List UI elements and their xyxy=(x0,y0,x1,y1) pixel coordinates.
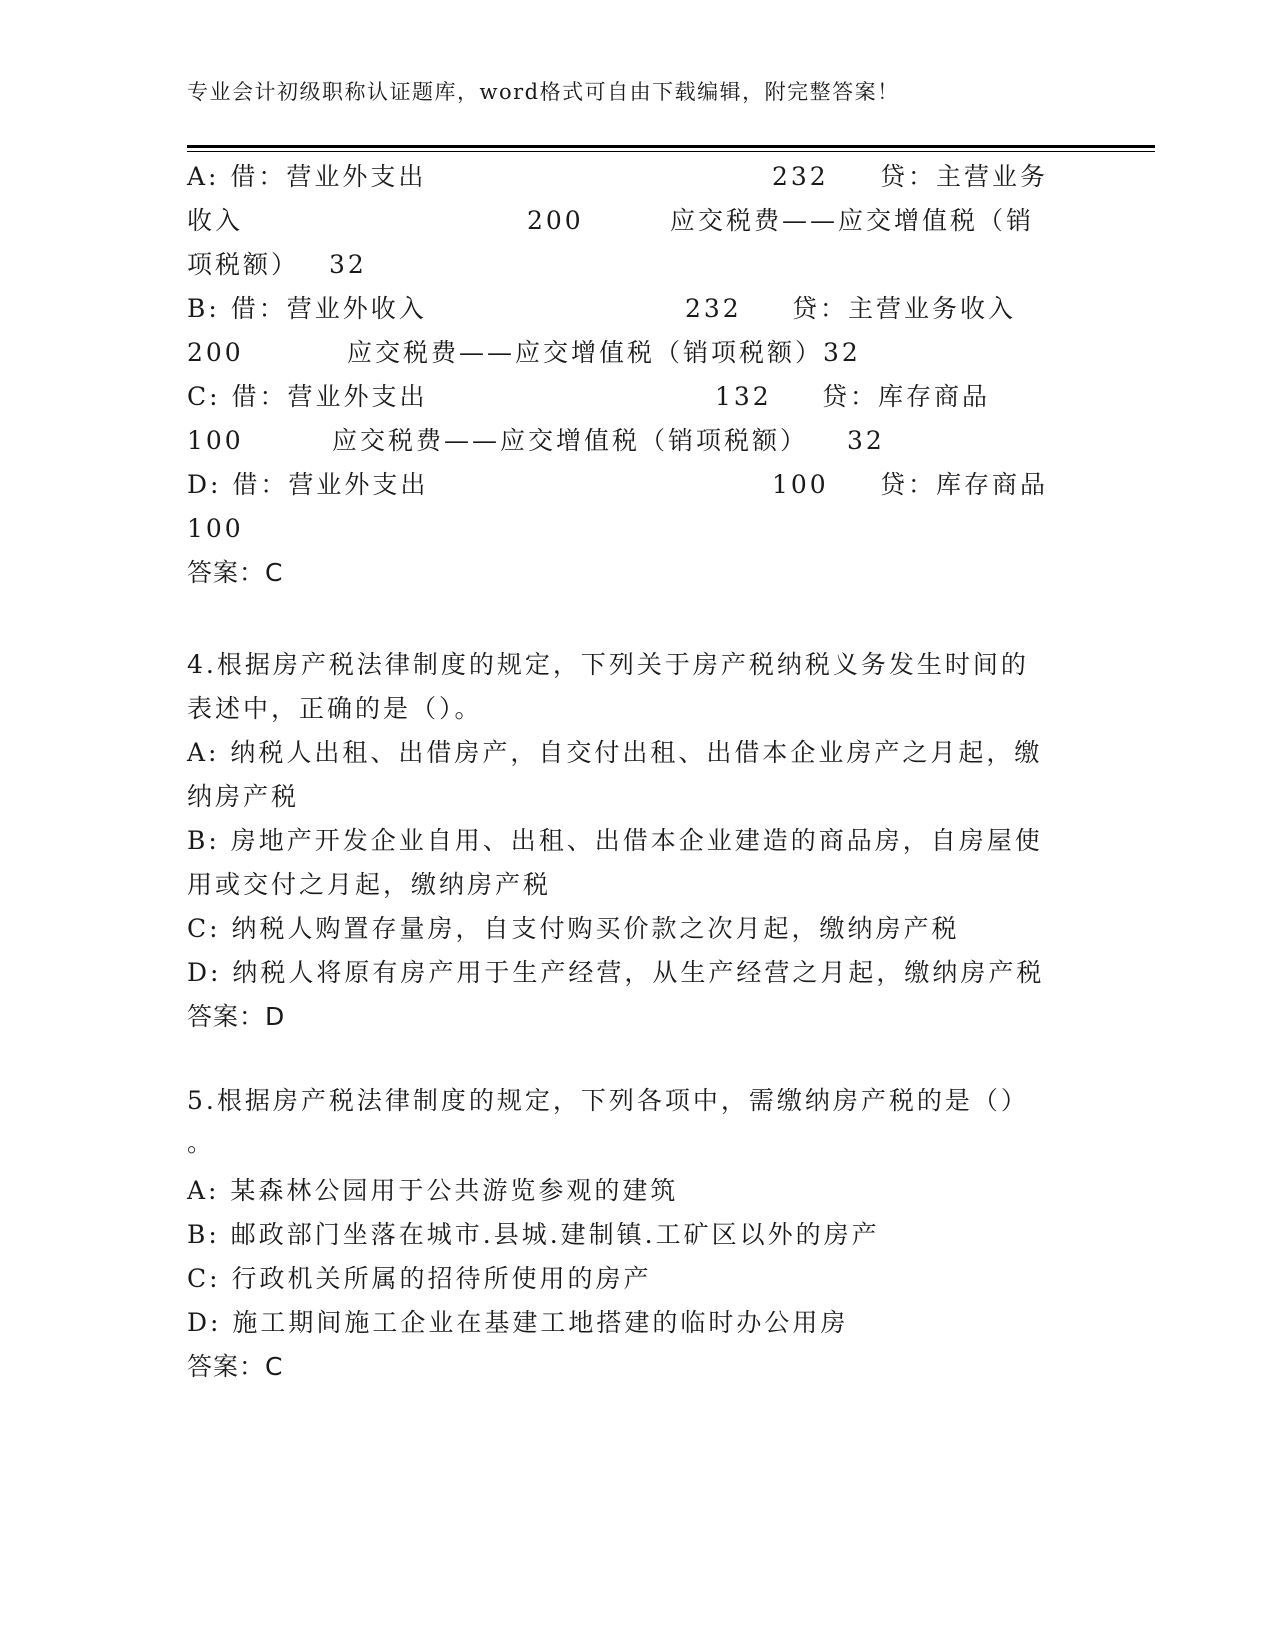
q3-c-line2-tax: 应交税费——应交增值税（销项税额） xyxy=(332,426,809,455)
q3-a-amount: 232 xyxy=(772,162,829,191)
q4-answer: 答案：D xyxy=(187,1002,286,1031)
header-rule-thick xyxy=(187,145,1155,148)
q3-b-amount: 232 xyxy=(685,294,742,323)
q3-d-amount: 100 xyxy=(772,470,829,499)
q5-option-b: B: 邮政部门坐落在城市.县城.建制镇.工矿区以外的房产 xyxy=(187,1220,880,1249)
q4-option-a-line2: 纳房产税 xyxy=(187,782,300,811)
q3-c-amount: 132 xyxy=(715,382,772,411)
q3-b-line2-amount: 200 xyxy=(187,338,244,367)
q4-stem-line2: 表述中，正确的是（）。 xyxy=(187,694,483,723)
q3-a-line3-text: 项税额） xyxy=(187,250,300,279)
q3-b-label: B: 借：营业外收入 xyxy=(187,294,427,323)
q3-answer: 答案：C xyxy=(187,558,284,587)
q4-stem-line1: 4.根据房产税法律制度的规定，下列关于房产税纳税义务发生时间的 xyxy=(187,650,1029,679)
q3-d-credit: 贷：库存商品 xyxy=(880,470,1049,499)
header-title: 专业会计初级职称认证题库，word格式可自由下载编辑，附完整答案！ xyxy=(187,80,900,104)
q3-c-credit: 贷：库存商品 xyxy=(822,382,991,411)
q4-option-a-line1: A: 纳税人出租、出借房产，自交付出租、出借本企业房产之月起，缴 xyxy=(187,738,1043,767)
q3-c-line2-tax-amount: 32 xyxy=(847,426,885,455)
q5-stem-line1: 5.根据房产税法律制度的规定，下列各项中，需缴纳房产税的是（） xyxy=(187,1086,1029,1115)
q3-a-label: A: 借：营业外支出 xyxy=(187,162,427,191)
q3-a-line2-amount: 200 xyxy=(527,206,584,235)
q5-option-c: C: 行政机关所属的招待所使用的房产 xyxy=(187,1264,652,1293)
q3-c-line2-amount: 100 xyxy=(187,426,244,455)
q3-a-credit: 贷：主营业务 xyxy=(880,162,1049,191)
q3-b-credit: 贷：主营业务收入 xyxy=(792,294,1017,323)
q3-c-label: C: 借：营业外支出 xyxy=(187,382,428,411)
q3-b-line2-tax: 应交税费——应交增值税（销项税额）32 xyxy=(347,338,861,367)
q4-option-c: C: 纳税人购置存量房，自支付购买价款之次月起，缴纳房产税 xyxy=(187,914,960,943)
q3-a-line2-tax: 应交税费——应交增值税（销 xyxy=(670,206,1035,235)
q4-option-b-line1: B: 房地产开发企业自用、出租、出借本企业建造的商品房，自房屋使 xyxy=(187,826,1043,855)
q4-option-d: D: 纳税人将原有房产用于生产经营，从生产经营之月起，缴纳房产税 xyxy=(187,958,1045,987)
q3-d-line2-amount: 100 xyxy=(187,514,244,543)
q5-stem-line2: 。 xyxy=(187,1128,216,1157)
q3-d-label: D: 借：营业外支出 xyxy=(187,470,429,499)
q5-option-d: D: 施工期间施工企业在基建工地搭建的临时办公用房 xyxy=(187,1308,849,1337)
q5-answer: 答案：C xyxy=(187,1352,284,1381)
q4-option-b-line2: 用或交付之月起，缴纳房产税 xyxy=(187,870,552,899)
q3-a-line3-amount: 32 xyxy=(329,250,367,279)
q5-option-a: A: 某森林公园用于公共游览参观的建筑 xyxy=(187,1176,679,1205)
q3-a-line2-text: 收入 xyxy=(187,206,244,235)
header-rule-thin xyxy=(187,151,1155,152)
